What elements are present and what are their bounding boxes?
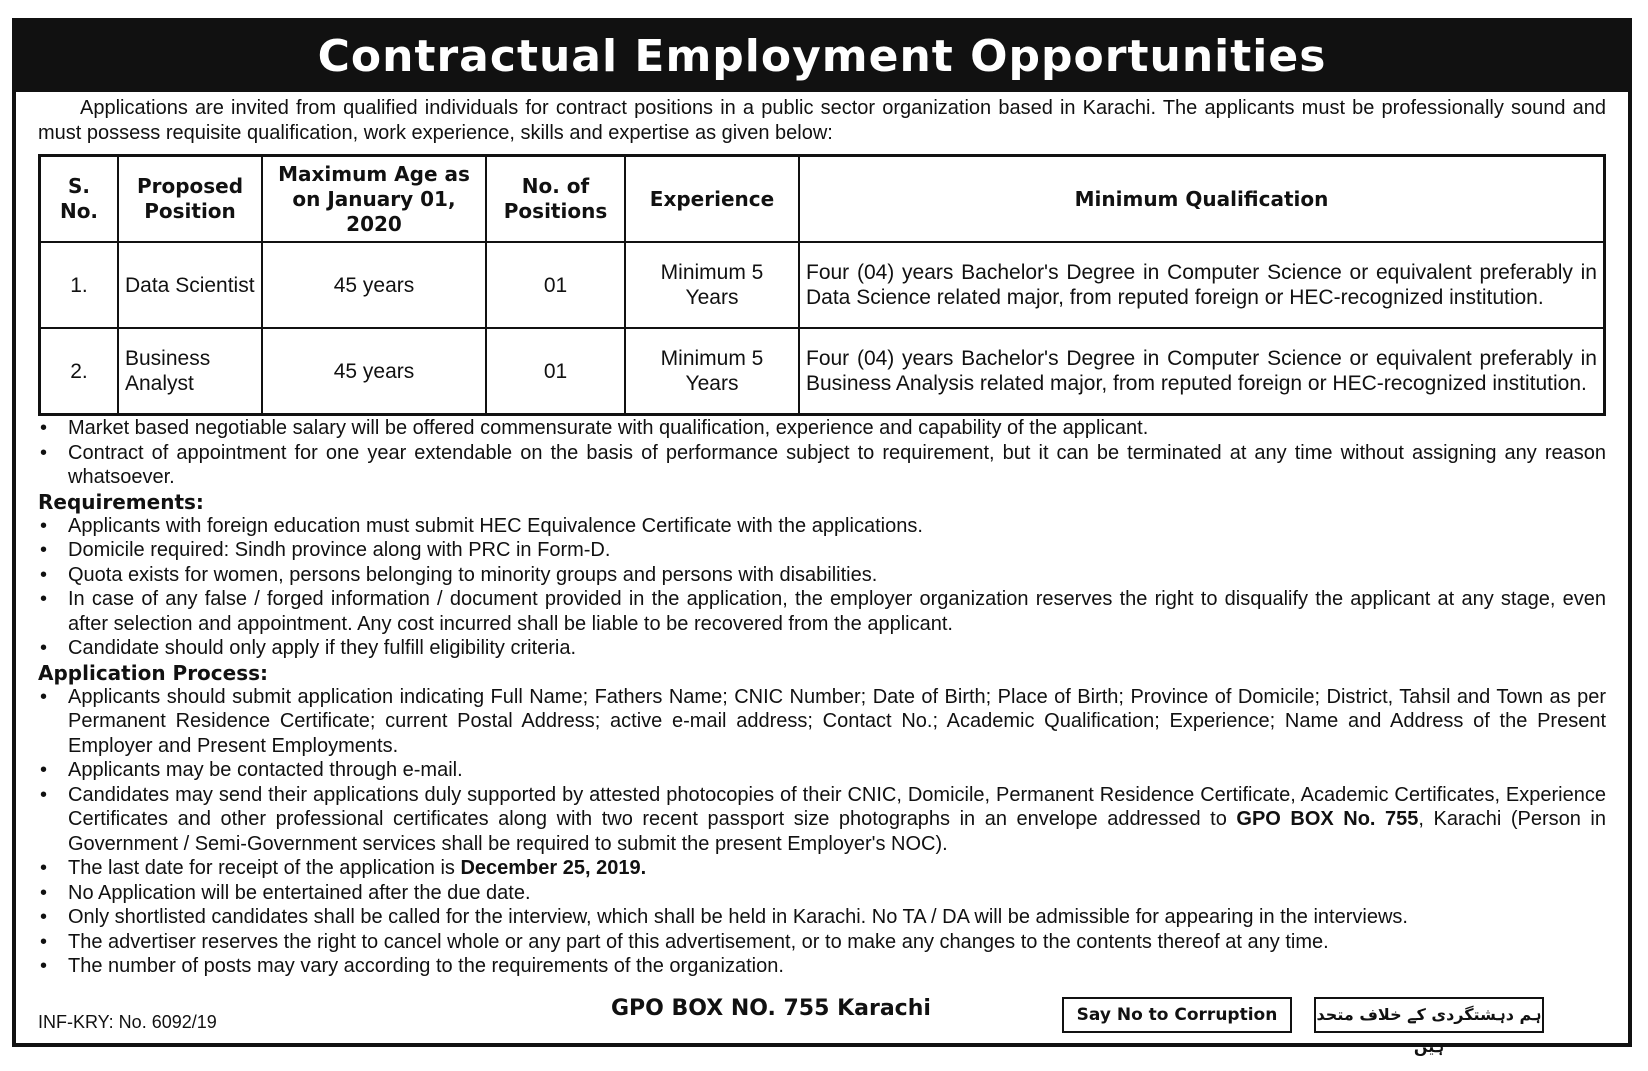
process-text: Candidates may send their applications duly supported by attested photocopies of their CNIC, Domicile, Permanent Residence Certificate, Academic Certificates, Experience Certificates and other professional certificates along with two recent passport size photographs in an envelope addressed to (68, 783, 1606, 830)
notes-list (38, 416, 1606, 490)
urdu-slogan-box: ہم دہشتگردی کے خلاف متحد ہیں (1314, 997, 1544, 1033)
requirements-list (38, 514, 1606, 661)
process-text: , Karachi (Person in Government / Semi-Government services shall be required to submit the present Employer's NOC). (68, 808, 1606, 855)
advertisement (12, 18, 1632, 1056)
list-item: • Contract of appointment for one year extendable on the basis of performance subject to requirement, but it can be terminated at any time without assigning any reason whatsoever. (38, 441, 1606, 490)
footer-address: GPO BOX NO. 755 Karachi (611, 996, 931, 1021)
list-item: • Applicants should submit application indicating Full Name; Fathers Name; CNIC Number; Date of Birth; Place of Birth; Province of Domicile; District, Tahsil and Town as per Permanent Residence Certificate; current Postal Address; active e-mail address; Contact No.; Academic Qualification; Experience; Name and Address of the Present Employer and Present Employments. (38, 685, 1606, 759)
gpo-box-bold: GPO BOX No. 755 (1236, 808, 1419, 830)
cell-qualification: Four (04) years Bachelor's Degree in Computer Science or equivalent preferably in Data Science related major, from reputed foreign or HEC-recognized institution. (799, 242, 1605, 328)
header-positions: No. of Positions (486, 156, 625, 243)
intro-paragraph: Applications are invited from qualified individuals for contract positions in a public sector organization based in Karachi. The applicants must be professionally sound and must possess requisite qualification, work experience, skills and expertise as given below: (38, 97, 1606, 144)
cell-experience: Minimum 5 Years (625, 242, 799, 328)
list-item: • Candidate should only apply if they fulfill eligibility criteria. (38, 636, 1606, 661)
cell-experience: Minimum 5 Years (625, 328, 799, 415)
list-item: • The advertiser reserves the right to cancel whole or any part of this advertisement, or to make any changes to the contents thereof at any time. (38, 930, 1606, 955)
list-item: • Quota exists for women, persons belonging to minority groups and persons with disabilities. (38, 563, 1606, 588)
list-item: • Applicants with foreign education must submit HEC Equivalence Certificate with the applications. (38, 514, 1606, 539)
reference-number: INF-KRY: No. 6092/19 (38, 1012, 217, 1032)
list-item: • Only shortlisted candidates shall be called for the interview, which shall be held in Karachi. No TA / DA will be admissible for appearing in the interviews. (38, 905, 1606, 930)
process-text: The last date for receipt of the application is (68, 857, 455, 879)
header-position: Proposed Position (118, 156, 262, 243)
cell-positions: 01 (486, 242, 625, 328)
list-item (38, 783, 1606, 857)
header-age: Maximum Age as on January 01, 2020 (262, 156, 486, 243)
header-sno: S. No. (40, 156, 119, 243)
table-row (40, 328, 1605, 415)
page-title: Contractual Employment Opportunities (16, 22, 1628, 92)
table-row (40, 242, 1605, 328)
list-item: • Domicile required: Sindh province along with PRC in Form-D. (38, 538, 1606, 563)
list-item: • In case of any false / forged information / document provided in the application, the employer organization reserves the right to disqualify the applicant at any stage, even after selection and appointment. Any cost incurred shall be liable to be recovered from the applicant. (38, 587, 1606, 636)
cell-sno: 2. (40, 328, 119, 415)
header-qualification: Minimum Qualification (799, 156, 1605, 243)
ad-body (38, 96, 1606, 979)
cell-sno: 1. (40, 242, 119, 328)
list-item: • Market based negotiable salary will be offered commensurate with qualification, experience and capability of the applicant. (38, 416, 1606, 441)
cell-position: Data Scientist (118, 242, 262, 328)
table-header-row (40, 156, 1605, 243)
cell-position: Business Analyst (118, 328, 262, 415)
cell-qualification: Four (04) years Bachelor's Degree in Computer Science or equivalent preferably in Business Analysis related major, from reputed foreign or HEC-recognized institution. (799, 328, 1605, 415)
list-item: • The number of posts may vary according to the requirements of the organization. (38, 954, 1606, 979)
list-item: • Applicants may be contacted through e-mail. (38, 758, 1606, 783)
positions-table (38, 154, 1606, 416)
last-date-bold: December 25, 2019. (460, 857, 647, 879)
list-item (38, 856, 1606, 881)
cell-positions: 01 (486, 328, 625, 415)
header-experience: Experience (625, 156, 799, 243)
requirements-heading: Requirements: (38, 489, 204, 514)
slogan-box: Say No to Corruption (1062, 997, 1292, 1033)
cell-age: 45 years (262, 328, 486, 415)
list-item: • No Application will be entertained after the due date. (38, 881, 1606, 906)
cell-age: 45 years (262, 242, 486, 328)
process-heading: Application Process: (38, 660, 269, 685)
process-list (38, 685, 1606, 979)
